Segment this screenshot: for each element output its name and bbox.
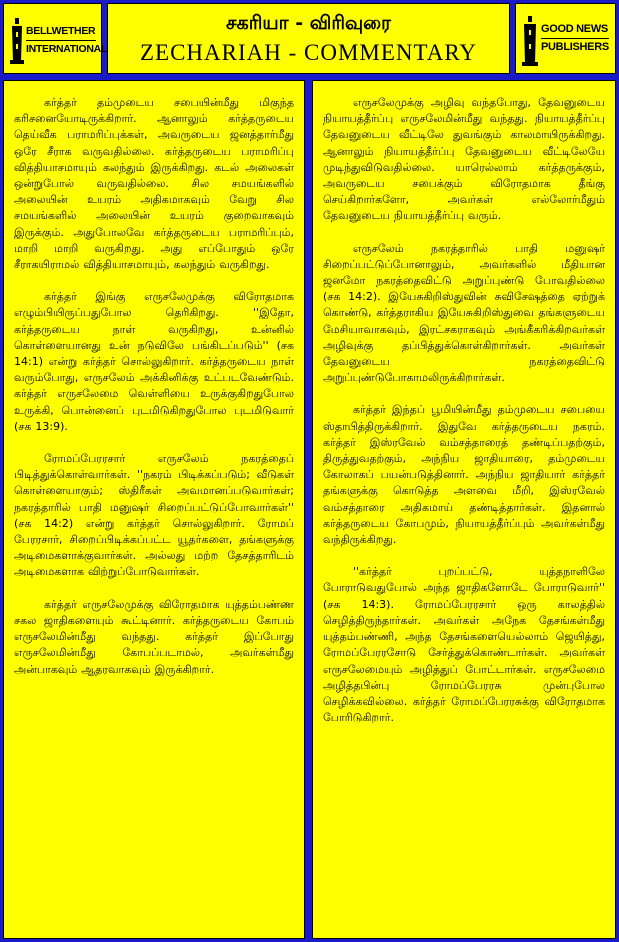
paragraph: கர்த்தர் இங்கு எருசலேமுக்கு விரோதமாக எழும்பியிருப்பதுபோல தெரிகிறது. ''இதோ, கர்த்தருடைய நாள் வருகிறது, உன்னில் கொள்ளையானது உன் நடுவிலே பங்கிடப்படும்'' (சக 14:1) என்று கர்த்தர் சொல்லுகிறார். கர்த்தருடைய நாள் வரும்போது, எருசலேம் அக்கினிக்கு உட்படவேண்டும். கர்த்தர் எருசலேமை வெள்ளியை உருக்குகிறதுபோல உருக்கி, பொன்னைப் புடமிடுகிறதுபோல புடமிடுவார் (சக 13:9).: [14, 290, 294, 433]
left-column: [3, 80, 305, 939]
header-title-box: [107, 3, 510, 74]
logo-right-line2: PUBLISHERS: [541, 41, 609, 53]
paragraph: எருசலேமுக்கு அழிவு வந்தபோது, தேவனுடைய நியாயத்தீர்ப்பு எருசலேமின்மீது வந்தது. நியாயத்தீர்ப்பு தேவனுடைய வீட்டிலே துவங்கும் காலமாயிருக்கிறது. ஆனாலும் நியாயத்தீர்ப்பு தேவனுடைய வீட்டிலேயே முடிந்துவிடுவதில்லை. யாரெல்லாம் கர்த்தருக்கும், அவருடைய சபைக்கும் விரோதமாக தீங்கு செய்கிறார்களோ, அவர்கள் எல்லோர்மீதும் தேவனுடைய நியாயத்தீர்ப்பு வரும்.: [323, 96, 605, 223]
title-tamil: சகரியா - விரிவுரை: [226, 12, 391, 34]
title-english: ZECHARIAH - COMMENTARY: [139, 40, 478, 65]
logo-left-line2: INTERNATIONAL: [26, 43, 108, 55]
logo-divider: [541, 38, 609, 39]
right-column: [312, 80, 616, 939]
bellwether-logo-text: [26, 24, 107, 56]
paragraph: எருசலேம் நகரத்தாரில் பாதி மனுஷர் சிறைப்பட்டுப்போனாலும், அவர்களில் மீதியான ஜனமோ நகரத்தைவிட்டு அறுப்புண்டு போவதில்லை (சக 14:2). இயேசுகிறிஸ்துவின் சுவிசேஷத்தை ஏற்றுக் கொண்டு, கர்த்தராகிய இயேசுகிறிஸ்துவை தங்களுடைய மேசியாவாகவும், இரட்சகராகவும் அங்கீகரிக்கிறவர்கள் அழிவுக்கு தப்பித்துக்கொள்கிறார்கள். அவர்கள் தேவனுடைய நகரத்தைவிட்டு அறுப்புண்டுபோகாமலிருக்கிறார்கள்.: [323, 241, 605, 385]
bellwether-logo: [3, 3, 108, 74]
paragraph: ரோமப்பேரரசார் எருசலேம் நகரத்தைப் பிடித்துக்கொள்வார்கள். ''நகரம் பிடிக்கப்படும்; வீடுகள் கொள்ளையாகும்; ஸ்திரீகள் அவமானப்படுவார்கள்; நகரத்தாரில் பாதி மனுஷர் சிறைப்பட்டுப்போவார்கள்'' (சக 14:2) என்று கர்த்தர் சொல்லுகிறார். ரோமப் பேரரசார், சிறைப்பிடிக்கப்பட்ட யூதர்களை, தங்களுக்கு அடிமைகளாக்குவார்கள். அல்லது மற்ற தேசத்தாரிடம் அடிமைகளாக விற்றுப்போடுவார்கள்.: [14, 452, 294, 579]
good-news-logo-text: [541, 22, 609, 54]
paragraph: கர்த்தர் இந்தப் பூமியின்மீது தம்முடைய சபையை ஸ்தாபித்திருக்கிறார். இதுவே கர்த்தருடைய நகரம். கர்த்தர் இஸ்ரவேல் வம்சத்தாரைத் தண்டிப்பதற்கும், திருத்துவதற்கும், அந்நிய ஜாதியாரை, தம்முடைய கோலாகப் பயன்படுத்தினார். அந்நிய ஜாதியார் கர்த்தர் தங்களுக்கு கொடுத்த அளவை மீறி, இஸ்ரவேல் வம்சத்தாரை அதிகமாய் தண்டித்தார்கள். இதனால் கர்த்தருடைய கோபமும், நியாயத்தீர்ப்பும் அவர்கள்மீது வந்திருக்கிறது.: [323, 403, 605, 547]
logo-left-line1: BELLWETHER: [26, 25, 96, 37]
paragraph: கர்த்தர் தம்முடைய சபையின்மீது மிகுந்த கரிசனையோடிருக்கிறார். ஆனாலும் கர்த்தருடைய தெய்வீக பராமரிப்புக்கள், அவருடைய ஜனத்தார்மீது ஒரே சீராக வருவதில்லை. கர்த்தருடைய பராமரிப்பு வித்தியாசமாயும் கலந்தும் இருக்கிறது. கடல் அலைகள் ஒன்றுபோல் வருவதில்லை. சில சமயங்களில் அலையின் உயரம் அதிகமாகவும் வேறு சில சமயங்களில் அலையின் உயரம் குறைவாகவும் இருக்கும். அதுபோலவே கர்த்தருடைய பராமரிப்பும், மாறி மாறி வருகிறது. அது எப்போதும் ஒரே சீராகயிராமல் வித்தியாசமாயும், கலந்தும் வருகிறது.: [14, 96, 294, 272]
good-news-logo: [515, 3, 616, 74]
logo-right-line1: GOOD NEWS: [541, 23, 608, 35]
tower-icon: [522, 16, 538, 66]
paragraph: ''கர்த்தர் புறப்பட்டு, யுத்தநாளிலே போராடுவதுபோல் அந்த ஜாதிகளோடே போராடுவார்'' (சக 14:3). ரோமப்பேரரசார் ஒரு காலத்தில் செழித்திருந்தார்கள். அவர்கள் அநேக தேசங்கள்மீது யுத்தம்பண்ணி, அந்த தேசங்களையெல்லாம் ஜெயித்து, ரோமப்பேரரசோடு சேர்த்துக்கொண்டார்கள். அவர்கள் எருசலேமையும் அழித்துப் போட்டார்கள். எருசலேமை அழித்தபின்பு ரோமப்பேரரசு முன்புபோல செழிக்கவில்லை. கர்த்தர் ரோமப்பேரரசுக்கு விரோதமாக போரிடுகிறார்.: [323, 565, 605, 725]
paragraph: கர்த்தர் எருசலேமுக்கு விரோதமாக யுத்தம்பண்ண சகல ஜாதிகளையும் கூட்டினார். கர்த்தருடைய கோபம் எருசலேமின்மீது வந்தது. கர்த்தர் இப்போது எருசலேமின்மீது கோபப்படாமல், அவர்கள்மீது அன்பாகவும் ஆதரவாகவும் இருக்கிறார்.: [14, 597, 294, 676]
logo-divider: [26, 40, 96, 41]
tower-icon: [10, 18, 24, 64]
